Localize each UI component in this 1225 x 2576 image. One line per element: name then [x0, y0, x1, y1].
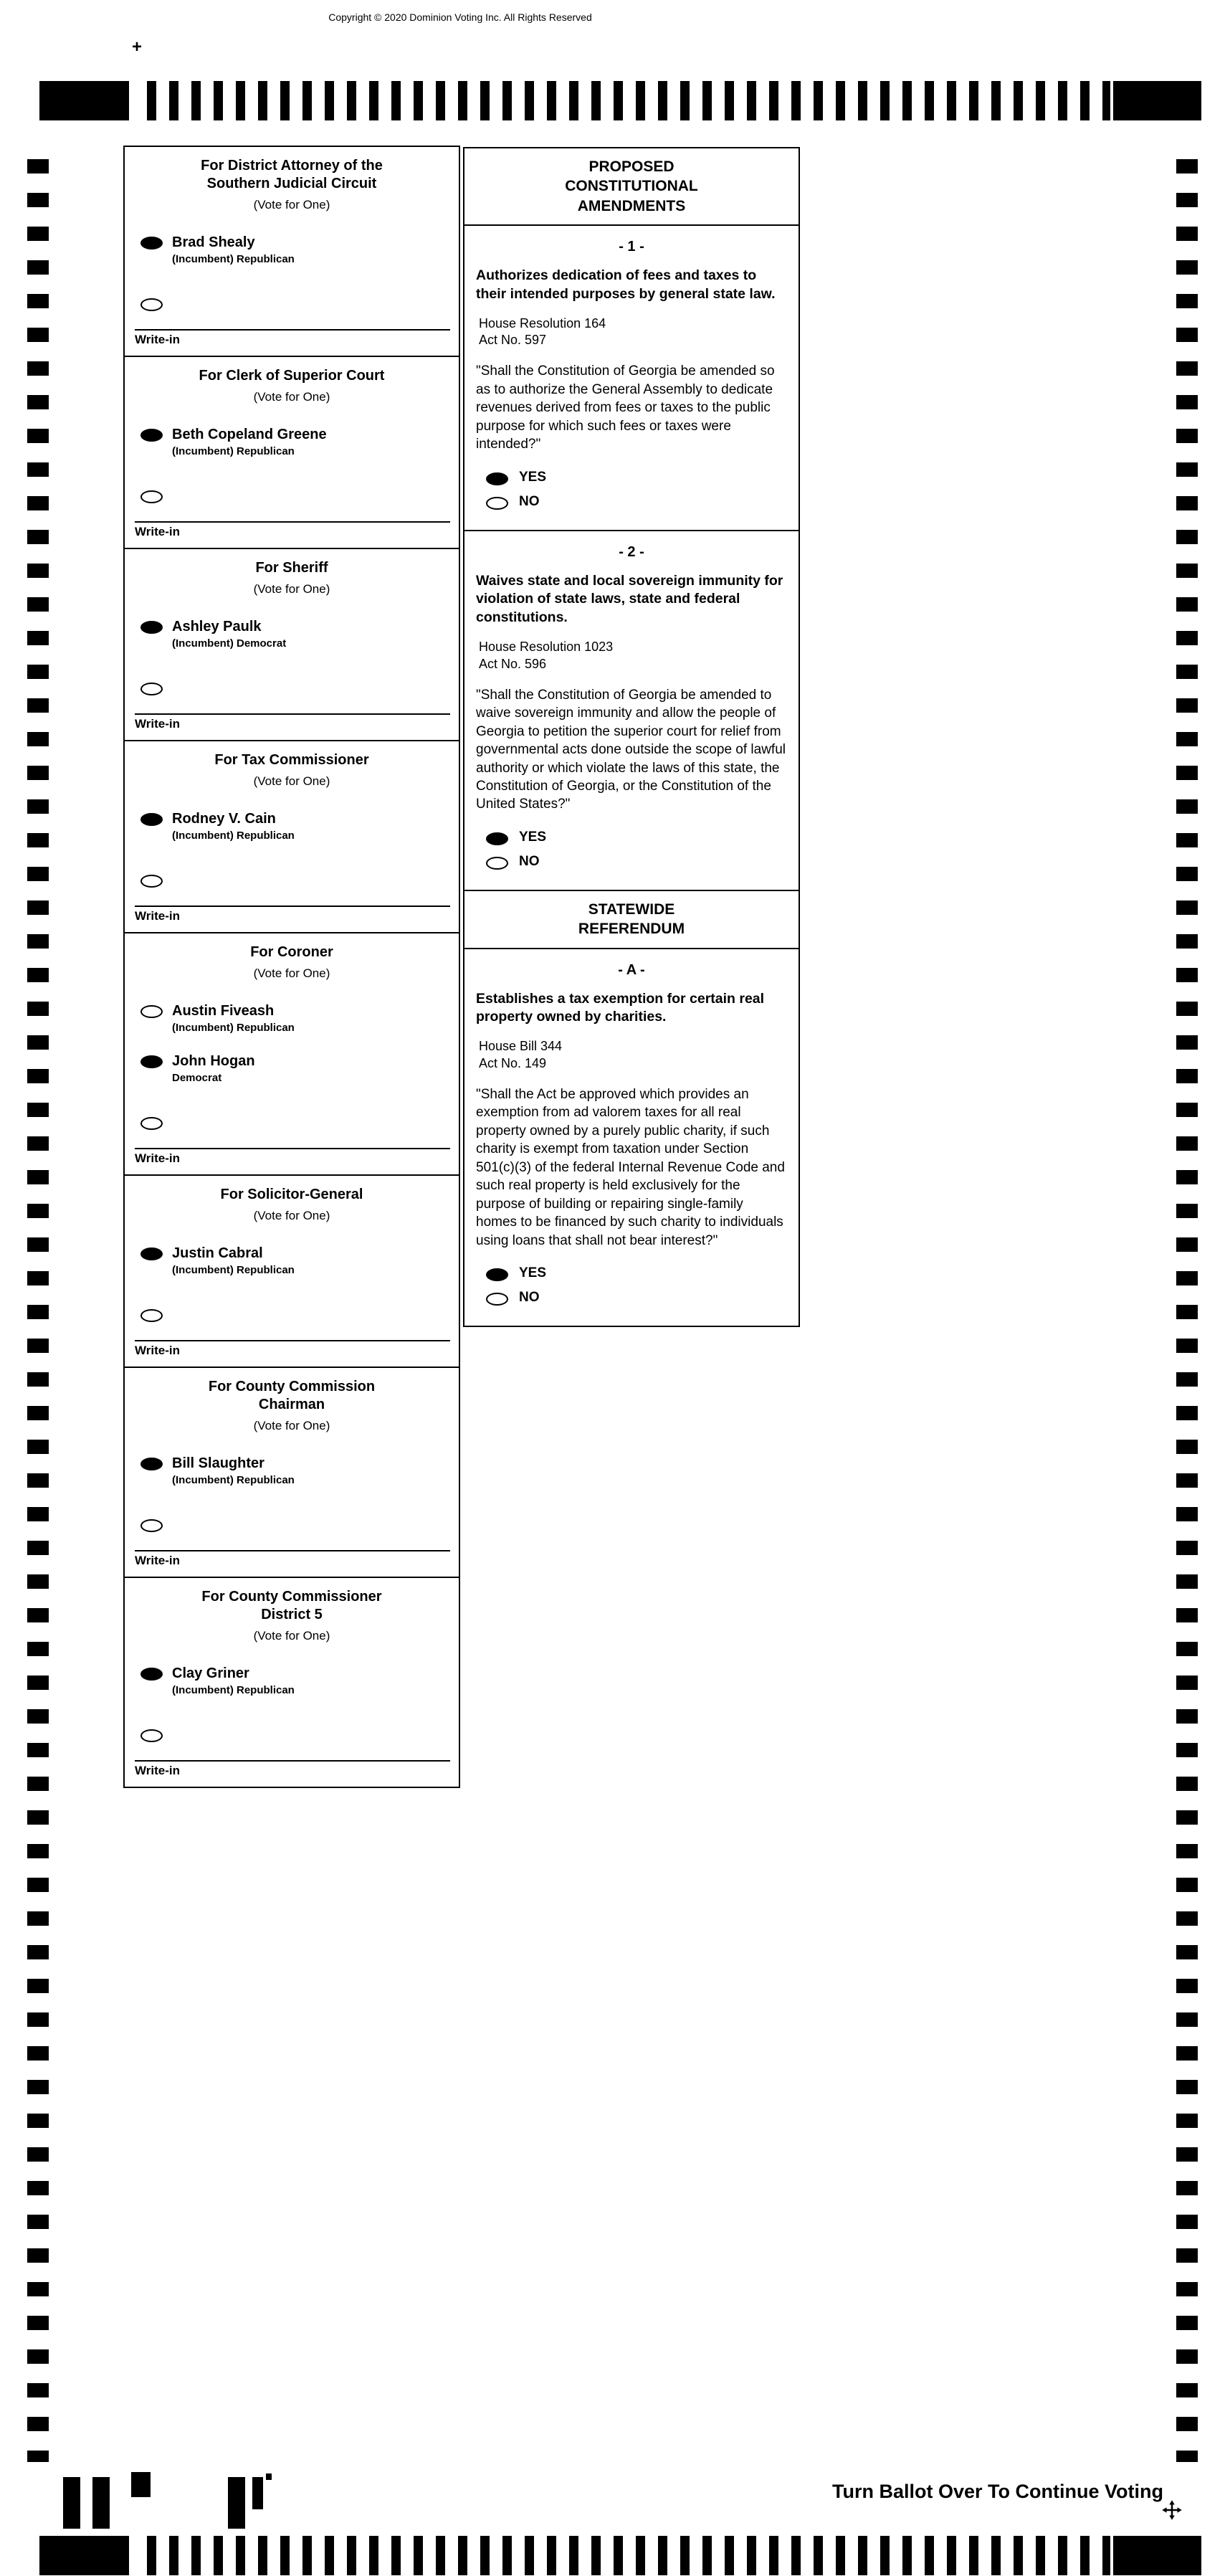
measure-referendum-a	[464, 949, 799, 1326]
candidate-name: Brad Shealy	[172, 234, 255, 250]
timing-bars-top	[147, 81, 1110, 120]
write-in-label: Write-in	[135, 1151, 180, 1165]
contest-county-commissioner-district-5	[123, 1577, 460, 1788]
measure-number: - 2 -	[619, 543, 644, 560]
contest-tax-commissioner	[123, 740, 460, 933]
contest-sheriff	[123, 548, 460, 741]
yes-choice-row	[476, 470, 787, 485]
write-in-area[interactable]	[135, 1340, 450, 1367]
contest-header	[125, 549, 459, 598]
no-label: NO	[519, 853, 540, 869]
candidate-list	[125, 214, 459, 315]
measure-question: "Shall the Constitution of Georgia be amended so as to authorize the General Assembly to dedicate revenues derived from fees or taxes to the public purpose for which such fees or taxes were intended?"	[476, 363, 775, 452]
contest-header	[125, 933, 459, 982]
calibration-mark	[131, 2472, 151, 2497]
write-in-area[interactable]	[135, 1760, 450, 1787]
timing-block-top-left	[39, 81, 129, 120]
contests-column	[123, 147, 460, 1788]
yes-bubble[interactable]	[486, 832, 508, 845]
write-in-bubble-row	[140, 1516, 449, 1536]
yes-choice-row	[476, 830, 787, 845]
vote-for-instruction: (Vote for One)	[253, 774, 330, 788]
write-in-area[interactable]	[135, 906, 450, 932]
write-in-bubble[interactable]	[140, 875, 163, 888]
candidate-list	[125, 1645, 459, 1746]
contest-solicitor-general	[123, 1174, 460, 1368]
vote-for-instruction: (Vote for One)	[253, 966, 330, 980]
candidate-name: Ashley Paulk	[172, 619, 262, 635]
contest-county-commission-chairman	[123, 1367, 460, 1578]
write-in-label: Write-in	[135, 717, 180, 731]
candidate-row	[140, 1665, 449, 1696]
measure-ref-act: Act No. 149	[479, 1056, 547, 1071]
turn-ballot-over-instruction: Turn Ballot Over To Continue Voting	[832, 2481, 1163, 2502]
copyright-line: Copyright © 2020 Dominion Voting Inc. All Rights Reserved	[328, 11, 592, 23]
candidate-party: (Incumbent) Republican	[172, 253, 295, 265]
vote-for-instruction: (Vote for One)	[253, 1209, 330, 1222]
write-in-bubble[interactable]	[140, 1117, 163, 1130]
candidate-bubble[interactable]	[140, 237, 163, 249]
measure-question: "Shall the Act be approved which provides an exemption from ad valorem taxes for all real property owned by a purely public charity, if such charity is exempt from taxation under Section 501(c)(3) of the federal Internal Revenue Code and such real property is held exclusively for the purpose of building or repairing single-family homes to be financed by such charity to individuals using loans that shall not bear interest?"	[476, 1086, 785, 1248]
candidate-bubble[interactable]	[140, 813, 163, 826]
vote-for-instruction: (Vote for One)	[253, 582, 330, 596]
candidate-party: (Incumbent) Democrat	[172, 637, 287, 650]
measure-amendment-2	[464, 531, 799, 891]
calibration-mark	[266, 2473, 272, 2480]
calibration-mark	[228, 2477, 245, 2529]
candidate-name: John Hogan	[172, 1053, 255, 1069]
write-in-bubble[interactable]	[140, 1309, 163, 1322]
write-in-bubble[interactable]	[140, 298, 163, 311]
candidate-row	[140, 1002, 449, 1034]
contest-title: For County Commission Chairman	[208, 1379, 376, 1412]
candidate-list	[125, 1435, 459, 1536]
candidate-row	[140, 234, 449, 265]
candidate-party: (Incumbent) Republican	[172, 1264, 295, 1276]
candidate-name: Austin Fiveash	[172, 1003, 275, 1019]
contest-title: For Sheriff	[255, 560, 328, 576]
candidate-party: (Incumbent) Republican	[172, 1022, 295, 1034]
yes-choice-row	[476, 1265, 787, 1281]
candidate-party: Democrat	[172, 1072, 222, 1084]
contest-header	[125, 1578, 459, 1645]
contest-header	[125, 741, 459, 790]
yes-label: YES	[519, 469, 547, 485]
contest-header	[125, 357, 459, 406]
contest-header	[125, 1368, 459, 1435]
vote-for-instruction: (Vote for One)	[253, 1419, 330, 1432]
write-in-area[interactable]	[135, 1550, 450, 1577]
candidate-list	[125, 406, 459, 507]
contest-title: For Solicitor-General	[220, 1187, 363, 1202]
write-in-area[interactable]	[135, 329, 450, 356]
candidate-row	[140, 1052, 449, 1084]
timing-block-bottom-right	[1113, 2536, 1201, 2575]
contest-title: For Tax Commissioner	[214, 752, 369, 768]
candidate-bubble[interactable]	[140, 429, 163, 442]
yes-label: YES	[519, 829, 547, 845]
write-in-label: Write-in	[135, 909, 180, 923]
candidate-name: Clay Griner	[172, 1665, 249, 1681]
candidate-row	[140, 426, 449, 457]
calibration-mark	[252, 2477, 263, 2509]
contest-title: For County Commissioner District 5	[201, 1589, 382, 1622]
measure-summary: Authorizes dedication of fees and taxes to their intended purposes by general state law.	[476, 267, 776, 302]
measure-ref-act: Act No. 596	[479, 657, 547, 672]
write-in-bubble-row	[140, 295, 449, 315]
write-in-bubble-row	[140, 872, 449, 891]
candidate-list	[125, 1225, 459, 1326]
contest-header	[125, 147, 459, 214]
contest-coroner	[123, 932, 460, 1176]
measure-ref-bill: House Bill 344	[479, 1039, 563, 1054]
write-in-label: Write-in	[135, 1764, 180, 1777]
section-title: STATEWIDE REFERENDUM	[578, 900, 685, 938]
write-in-label: Write-in	[135, 1554, 180, 1567]
write-in-label: Write-in	[135, 333, 180, 346]
timing-marks-right	[1176, 159, 1198, 2462]
write-in-label: Write-in	[135, 525, 180, 538]
write-in-area[interactable]	[135, 1148, 450, 1174]
no-bubble[interactable]	[486, 857, 508, 870]
timing-block-bottom-left	[39, 2536, 129, 2575]
measure-question: "Shall the Constitution of Georgia be amended to waive sovereign immunity and allow the people of Georgia to petition the superior court for relief from governmental acts done outside the scope of lawful authority or which violate the laws of this state, the Constitution of Georgia, or the Constitution of the United States?"	[476, 687, 786, 812]
candidate-party: (Incumbent) Republican	[172, 830, 295, 842]
measure-ref-resolution: House Resolution 164	[479, 315, 606, 331]
section-title: PROPOSED CONSTITUTIONAL AMENDMENTS	[565, 158, 698, 214]
contest-title: For Coroner	[250, 944, 333, 960]
write-in-area[interactable]	[135, 713, 450, 740]
contest-district-attorney	[123, 146, 460, 357]
yes-label: YES	[519, 1265, 547, 1280]
vote-for-instruction: (Vote for One)	[253, 198, 330, 212]
candidate-row	[140, 618, 449, 650]
candidate-row	[140, 1245, 449, 1276]
calibration-mark	[92, 2477, 110, 2529]
measures-column	[463, 147, 800, 1327]
write-in-label: Write-in	[135, 1344, 180, 1357]
contest-clerk-superior-court	[123, 356, 460, 549]
candidate-bubble[interactable]	[140, 1005, 163, 1018]
measure-ref-act: Act No. 597	[479, 333, 547, 348]
no-label: NO	[519, 493, 540, 509]
write-in-area[interactable]	[135, 521, 450, 548]
candidate-name: Justin Cabral	[172, 1245, 263, 1261]
write-in-bubble[interactable]	[140, 1729, 163, 1742]
write-in-bubble-row	[140, 1114, 449, 1133]
measure-references	[476, 639, 787, 673]
candidate-list	[125, 790, 459, 891]
measure-summary: Establishes a tax exemption for certain real property owned by charities.	[476, 990, 765, 1025]
write-in-bubble[interactable]	[140, 490, 163, 503]
candidate-party: (Incumbent) Republican	[172, 445, 295, 457]
measure-ref-resolution: House Resolution 1023	[479, 640, 614, 655]
candidate-row	[140, 810, 449, 842]
no-label: NO	[519, 1289, 540, 1305]
measure-number: - A -	[618, 961, 645, 978]
vote-for-instruction: (Vote for One)	[253, 1629, 330, 1643]
timing-marks-bottom	[0, 2536, 1225, 2575]
candidate-bubble[interactable]	[140, 1055, 163, 1068]
candidate-name: Beth Copeland Greene	[172, 427, 327, 442]
candidate-bubble[interactable]	[140, 621, 163, 634]
candidate-bubble[interactable]	[140, 1668, 163, 1681]
section-header-amendments	[464, 148, 799, 226]
candidate-list	[125, 982, 459, 1133]
section-header-referendum	[464, 891, 799, 949]
measure-references	[476, 1038, 787, 1073]
no-choice-row	[476, 854, 787, 870]
calibration-mark	[63, 2477, 80, 2529]
no-bubble[interactable]	[486, 1293, 508, 1306]
measure-number: - 1 -	[619, 238, 644, 255]
registration-plus-mark: +	[132, 37, 143, 57]
measure-references	[476, 315, 787, 350]
write-in-bubble[interactable]	[140, 1519, 163, 1532]
candidate-bubble[interactable]	[140, 1458, 163, 1470]
no-bubble[interactable]	[486, 497, 508, 510]
move-cursor-icon	[1161, 2499, 1183, 2521]
write-in-bubble-row	[140, 488, 449, 507]
write-in-bubble-row	[140, 680, 449, 699]
yes-bubble[interactable]	[486, 472, 508, 485]
candidate-name: Bill Slaughter	[172, 1455, 264, 1471]
candidate-list	[125, 598, 459, 699]
write-in-bubble-row	[140, 1726, 449, 1746]
measure-summary: Waives state and local sovereign immunity for violation of state laws, state and federal constitutions.	[476, 572, 783, 626]
timing-marks-left	[27, 159, 49, 2462]
candidate-name: Rodney V. Cain	[172, 811, 276, 827]
candidate-party: (Incumbent) Republican	[172, 1684, 295, 1696]
candidate-party: (Incumbent) Republican	[172, 1474, 295, 1486]
vote-for-instruction: (Vote for One)	[253, 390, 330, 404]
contest-title: For Clerk of Superior Court	[199, 368, 385, 384]
measure-amendment-1	[464, 226, 799, 531]
timing-bars-bottom	[147, 2536, 1110, 2575]
no-choice-row	[476, 1290, 787, 1306]
contest-title: For District Attorney of the Southern Judicial Circuit	[201, 158, 383, 191]
contest-header	[125, 1176, 459, 1225]
candidate-bubble[interactable]	[140, 1247, 163, 1260]
candidate-row	[140, 1455, 449, 1486]
timing-block-top-right	[1113, 81, 1201, 120]
timing-marks-top	[0, 81, 1225, 120]
no-choice-row	[476, 494, 787, 510]
write-in-bubble[interactable]	[140, 683, 163, 695]
write-in-bubble-row	[140, 1306, 449, 1326]
yes-bubble[interactable]	[486, 1268, 508, 1281]
